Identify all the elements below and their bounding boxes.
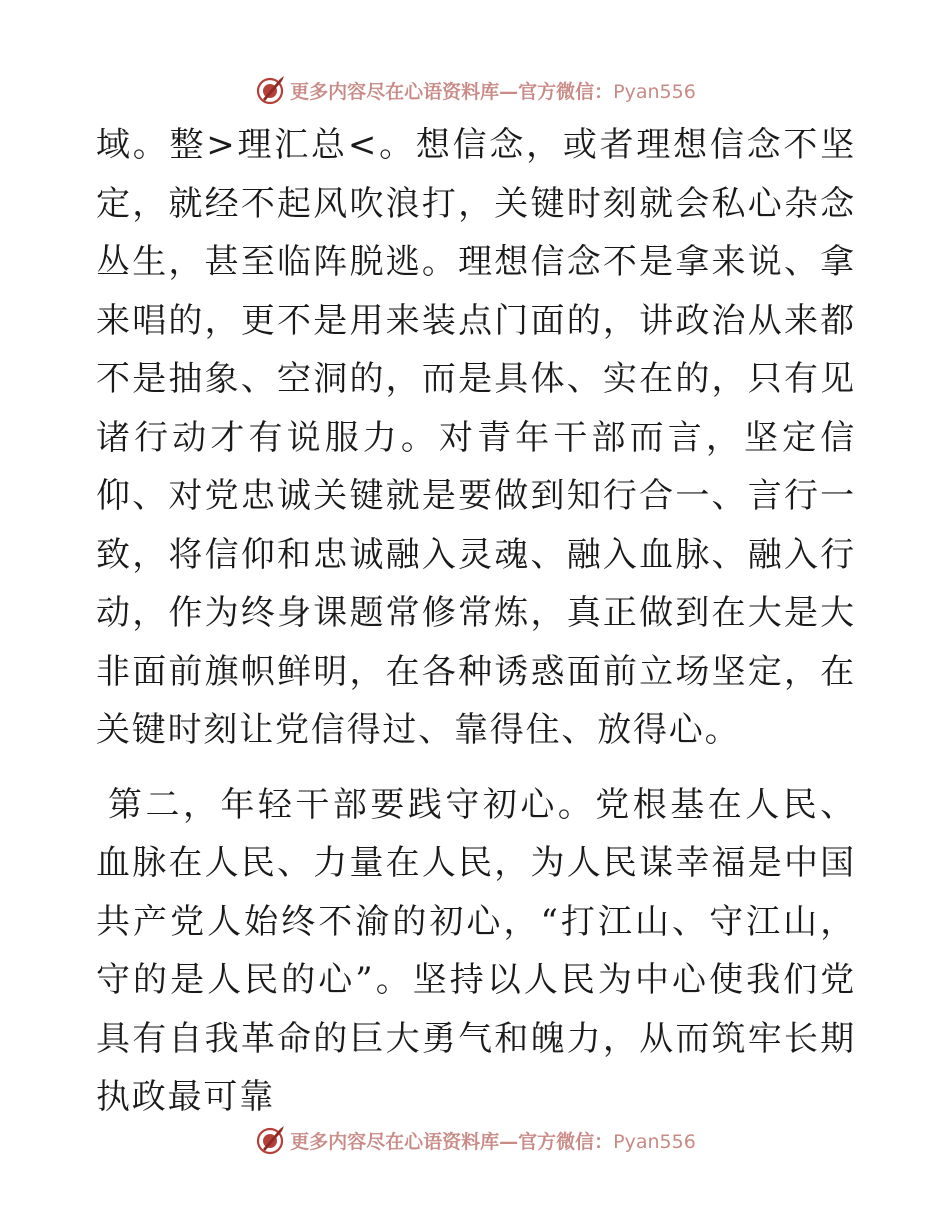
pen-logo-icon: [254, 1124, 286, 1156]
watermark-wechat-id: Pyan556: [613, 80, 696, 103]
watermark-text: 更多内容尽在心语资料库—官方微信：Pyan556: [290, 80, 696, 103]
watermark-text: 更多内容尽在心语资料库—官方微信：Pyan556: [290, 1130, 696, 1153]
pen-logo-icon: [254, 74, 286, 106]
paragraph-1: 域。整>理汇总<。想信念，或者理想信念不坚定，就经不起风吹浪打，关键时刻就会私心杂念丛生，甚至临阵脱逃。理想信念不是拿来说、拿来唱的，更不是用来装点门面的，讲政治从来都不是抽象、空洞的，而是具体、实在的，只有见诸行动才有说服力。对青年干部而言，坚定信仰、对党忠诚关键就是要做到知行合一、言行一致，将信仰和忠诚融入灵魂、融入血脉、融入行动，作为终身课题常修常炼，真正做到在大是大非面前旗帜鲜明，在各种诱惑面前立场坚定，在关键时刻让党信得过、靠得住、放得心。: [96, 125, 856, 750]
watermark-footer: [0, 1120, 950, 1160]
watermark-header: [0, 70, 950, 110]
watermark-wechat-id: Pyan556: [613, 1130, 696, 1153]
paragraph-2: 第二，年轻干部要践守初心。党根基在人民、血脉在人民、力量在人民，为人民谋幸福是中国共产党人始终不渝的初心，“打江山、守江山，守的是人民的心”。坚持以人民为中心使我们党具有自我革命的巨大勇气和魄力，从而筑牢长期执政最可靠: [96, 784, 856, 1117]
document-body: [96, 116, 856, 1127]
